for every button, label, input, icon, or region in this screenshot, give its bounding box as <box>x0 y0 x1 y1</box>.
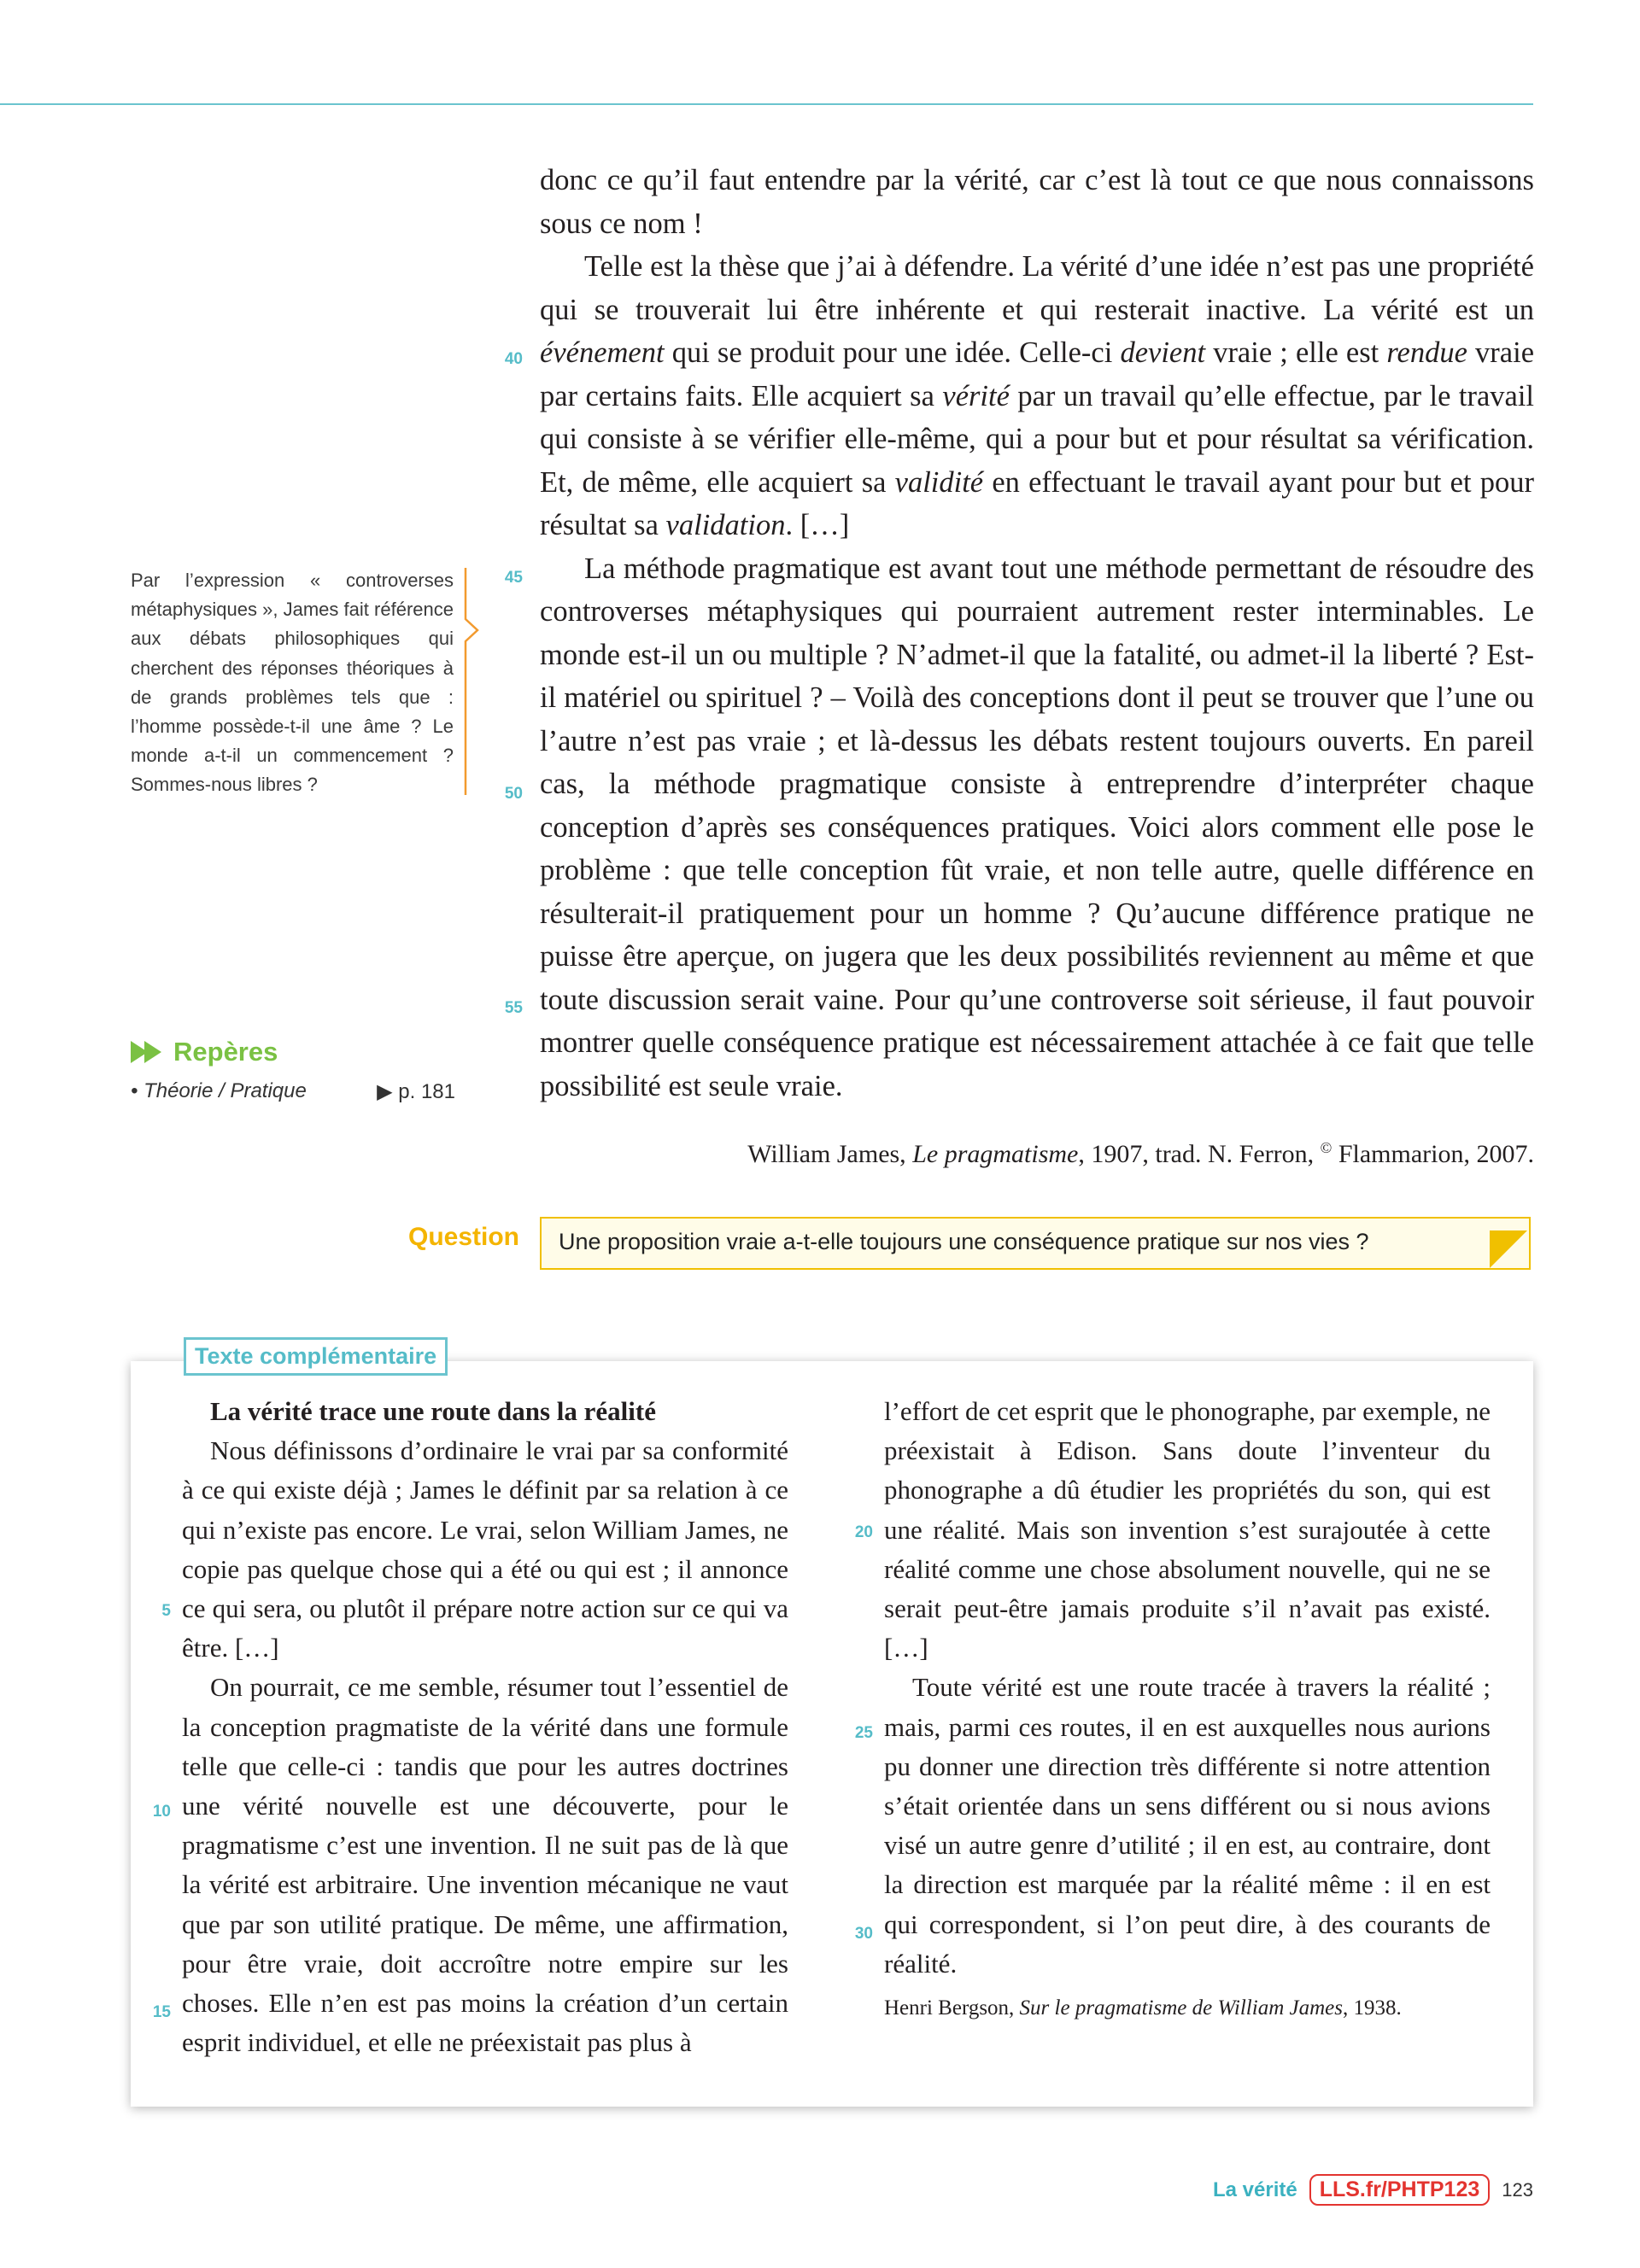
question-text: Une proposition vraie a-t-elle toujours une conséquence pratique sur nos vies ? <box>559 1229 1369 1254</box>
complement-paragraph: l’effort de cet esprit que le phonographe, par exemple, ne préexistait à Edison. Sans doute l’inventeur du phonographe a dû étudier les propriétés du son, qui est une réalité. Mais son invention s’est surajoutée à cette réalité comme une chose absolument nouvelle, qui ne se serait peut-être jamais produite s’il n’avait pas existé. […] <box>884 1396 1491 1663</box>
complement-paragraph: Nous définissons d’ordinaire le vrai par sa conformité à ce qui existe déjà ; James le définit par sa relation à ce qui n’existe pas encore. Le vrai, selon William James, ne copie pas quelque chose qui a été ou qui est ; il annonce ce qui sera, ou plutôt il prépare notre action sur ce qui va être. […] <box>182 1435 788 1663</box>
line-number: 40 <box>504 350 523 368</box>
complement-paragraph: On pourrait, ce me semble, résumer tout l’essentiel de la conception pragmatiste de la vérité dans une formule telle que celle-ci : tandis que pour les autres doctrines une vérité nouvelle est une découverte, pour le pragmatisme c’est une invention. Il ne suit pas de là que la vérité est arbitraire. Une invention mécanique ne vaut que par son utilité pratique. De même, une affirmation, pour être vraie, doit accroître notre empire sur les choses. Elle n’en est pas moins la création d’un certain esprit individuel, et elle ne préexistait pas plus à <box>182 1672 788 2058</box>
line-number: 5 <box>161 1602 171 1620</box>
lls-link[interactable]: LLS.fr/PHTP123 <box>1309 2174 1491 2206</box>
main-paragraph: donc ce qu’il faut entendre par la vérité, car c’est là tout ce que nous connaissons sous ce nom ! <box>540 164 1534 240</box>
complementary-text-tab: Texte complémentaire <box>184 1337 448 1376</box>
line-number: 50 <box>504 785 523 803</box>
line-number: 10 <box>152 1803 171 1821</box>
complement-right-column <box>884 1392 1491 2028</box>
main-text <box>540 159 1534 1108</box>
top-rule <box>0 103 1533 105</box>
page-footer <box>1110 2174 1533 2206</box>
complement-left-column <box>182 1392 788 2062</box>
line-number: 55 <box>504 999 523 1017</box>
question-box <box>540 1217 1531 1270</box>
page-number: 123 <box>1502 2178 1533 2201</box>
reperes-heading: Repères <box>131 1037 455 1067</box>
corner-fold-icon <box>1490 1230 1527 1268</box>
complement-paragraph: Toute vérité est une route tracée à travers la réalité ; mais, parmi ces routes, il en est auxquelles nous aurions pu donner une direction très différente si notre attention s’était orientée dans un sens différent ou si nous avions visé un autre genre d’utilité ; il en est, au contraire, dont la direction est marquée par la réalité même : il en est qui correspondent, si l’on peut dire, à des courants de réalité. <box>884 1672 1491 1979</box>
reperes-box <box>131 1037 455 1104</box>
main-paragraph: La méthode pragmatique est avant tout une méthode permettant de résoudre des controverses métaphysiques qui pourraient autrement rester interminables. Le monde est-il un ou multiple ? N’admet-il que la fatalité, ou admet-il la liberté ? Est-il matériel ou spirituel ? – Voilà des conceptions dont il peut se trouver que l’une ou l’autre n’est pas vraie ; et là-dessus les débats restent toujours ouverts. En pareil cas, la méthode pragmatique consiste à entreprendre d’interpréter chaque conception d’après ses conséquences pratiques. Voici alors comment elle pose le problème : que telle conception fût vraie, et non telle autre, quelle différence en résulterait-il pratiquement pour un homme ? Qu’aucune différence pratique ne puisse être aperçue, on jugera que les deux possibilités reviennent au même et que toute discussion serait vaine. Pour qu’une controverse soit sérieuse, il faut pouvoir montrer quelle conséquence pratique est nécessairement attachée à ce fait que telle possibilité est seule vraie. <box>540 552 1534 1102</box>
chapter-title: La vérité <box>1213 2177 1297 2201</box>
reperes-item: • Théorie / Pratique <box>131 1079 307 1102</box>
main-source: William James, Le pragmatisme, 1907, trad. N. Ferron, © Flammarion, 2007. <box>747 1139 1534 1168</box>
line-number: 25 <box>854 1724 873 1742</box>
reperes-row <box>131 1079 455 1104</box>
double-arrow-icon <box>131 1039 167 1065</box>
complement-title: La vérité trace une route dans la réalité <box>210 1396 656 1426</box>
main-paragraph: Telle est la thèse que j’ai à défendre. La vérité d’une idée n’est pas une propriété qui se trouverait lui être inhérente et qui resterait inactive. La vérité est un événement qui se produit pour une idée. Celle-ci devient vraie ; elle est rendue vraie par certains faits. Elle acquiert sa vérité par un travail qu’elle effectue, par le travail qui consiste à se vérifier elle-même, qui a pour but et pour résultat sa vérification. Et, de même, elle acquiert sa validité en effectuant le travail ayant pour but et pour résultat sa validation. […] <box>540 250 1535 541</box>
reperes-page-link[interactable]: ▶ p. 181 <box>377 1080 455 1103</box>
line-number: 45 <box>504 569 523 587</box>
complement-source: Henri Bergson, Sur le pragmatisme de William James, 1938. <box>884 1996 1402 2020</box>
line-number: 20 <box>854 1523 873 1541</box>
line-number: 30 <box>854 1925 873 1943</box>
sidebar-bracket <box>464 566 481 797</box>
question-label: Question <box>407 1223 519 1251</box>
sidebar-note: Par l’expression « controverses métaphysiques », James fait référence aux débats philosophiques qui cherchent des réponses théoriques à de grands problèmes tels que : l’homme possède-t-il une âme ? Le monde a-t-il un commencement ? Sommes-nous libres ? <box>131 570 454 796</box>
line-number: 15 <box>152 2003 171 2021</box>
